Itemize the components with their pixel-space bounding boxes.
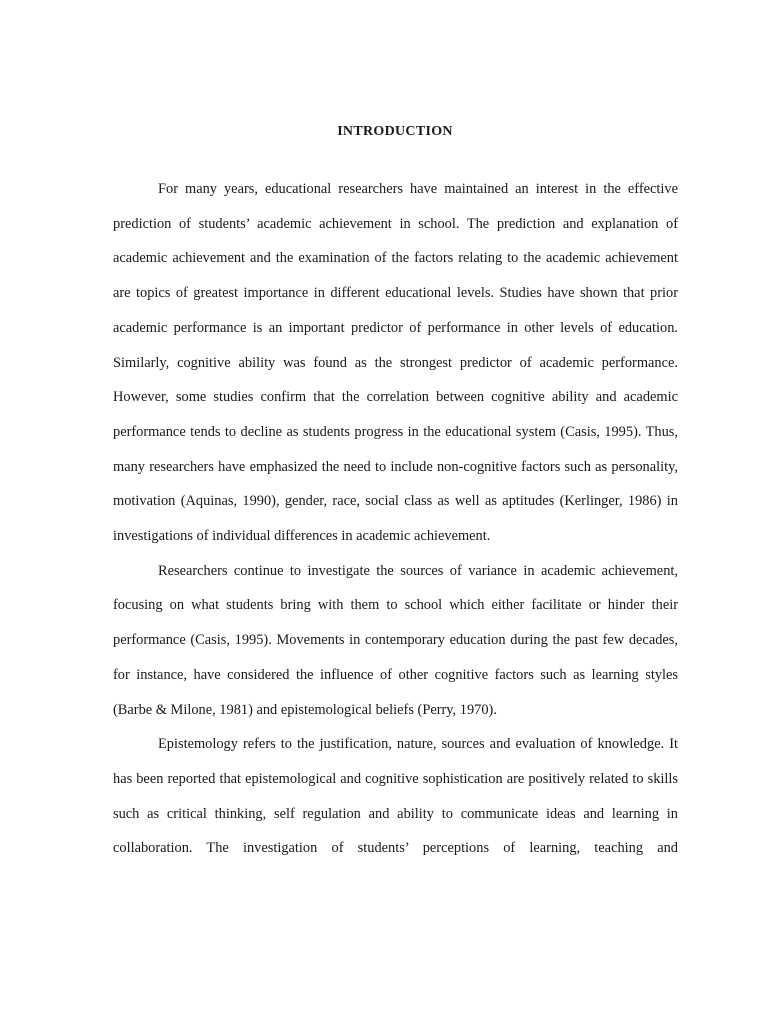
paragraph: Researchers continue to investigate the sources of variance in academic achievement, focusing on what students bring with them to school which either facilitate or hinder their performance (Casis, 1995). Movements in contemporary education during the past few decades, for instance, have considered the influence of other cognitive factors such as learning styles (Barbe & Milone, 1981) and epistemological beliefs (Perry, 1970).: [113, 562, 678, 718]
body-text: [113, 172, 678, 866]
section-title: INTRODUCTION: [337, 124, 453, 139]
paragraph: Epistemology refers to the justification, nature, sources and evaluation of knowledge. It has been reported that epistemological and cognitive sophistication are positively related to skills such as critical thinking, self regulation and ability to communicate ideas and learning in collaboration. The investigation of students’ perceptions of learning, teaching and: [113, 736, 678, 857]
paragraph: For many years, educational researchers have maintained an interest in the effective prediction of students’ academic achievement in school. The prediction and explanation of academic achievement and the examination of the factors relating to the academic achievement are topics of greatest importance in different educational levels. Studies have shown that prior academic performance is an important predictor of performance in other levels of education. Similarly, cognitive ability was found as the strongest predictor of academic performance. However, some studies confirm that the correlation between cognitive ability and academic performance tends to decline as students progress in the educational system (Casis, 1995). Thus, many researchers have emphasized the need to include non-cognitive factors such as personality, motivation (Aquinas, 1990), gender, race, social class as well as aptitudes (Kerlinger, 1986) in investigations of individual differences in academic achievement.: [113, 181, 678, 545]
